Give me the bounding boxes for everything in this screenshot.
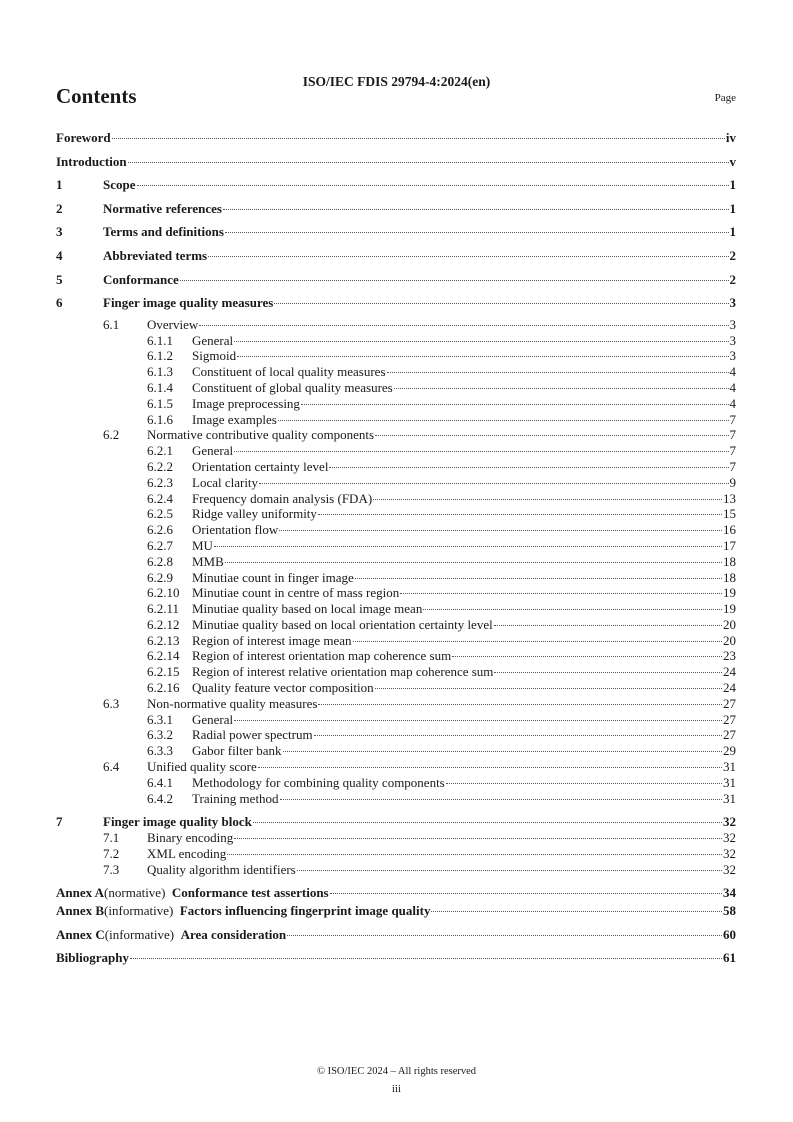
toc-entry[interactable] [56, 885, 736, 901]
dot-leader [375, 435, 728, 436]
entry-title: Local clarity [192, 474, 259, 490]
entry-page: v [729, 153, 736, 169]
dot-leader [400, 593, 722, 594]
toc-entry[interactable] [56, 427, 736, 443]
entry-title: Orientation flow [192, 522, 279, 538]
entry-title: Introduction [56, 153, 127, 169]
entry-title: Constituent of local quality measures [192, 364, 386, 380]
dot-leader [283, 751, 722, 752]
toc-entry[interactable] [56, 585, 736, 601]
entry-title: General [192, 332, 234, 348]
dot-leader [329, 467, 728, 468]
toc-entry[interactable] [56, 554, 736, 570]
entry-number: 6.3 [103, 695, 120, 711]
toc-entry[interactable] [56, 696, 736, 712]
entry-title: Sigmoid [192, 348, 237, 364]
entry-page: 34 [723, 885, 736, 901]
entry-page: 3 [729, 332, 736, 348]
entry-page: 60 [723, 926, 736, 942]
entry-page: 2 [729, 247, 736, 263]
entry-title: Frequency domain analysis (FDA) [192, 490, 373, 506]
page-title: Contents [56, 84, 137, 108]
entry-title: Gabor filter bank [192, 743, 282, 759]
entry-title: Quality algorithm identifiers [147, 861, 296, 877]
entry-number: 7.2 [103, 845, 120, 861]
entry-page: 31 [723, 759, 736, 775]
annex-kind: (informative) [104, 903, 174, 919]
toc-entry[interactable] [56, 901, 736, 925]
entry-title: Normative references [103, 200, 222, 216]
toc-entry[interactable] [56, 633, 736, 649]
toc-entry[interactable] [56, 925, 736, 949]
entry-page: 1 [729, 224, 736, 240]
entry-title: Minutiae count in finger image [192, 569, 354, 585]
dot-leader [234, 451, 728, 452]
dot-leader [494, 625, 722, 626]
dot-leader [225, 562, 722, 563]
toc-entry[interactable] [56, 948, 736, 972]
entry-page: 13 [723, 490, 736, 506]
entry-number: 6.2.11 [147, 601, 180, 617]
toc-entry[interactable] [56, 364, 736, 380]
toc-entry[interactable] [56, 522, 736, 538]
entry-title: Orientation certainty level [192, 458, 329, 474]
entry-title: Ridge valley uniformity [192, 506, 317, 522]
entry-number: 6.2 [103, 427, 120, 443]
entry-number: 4 [56, 247, 63, 263]
entry-number: 6.2.9 [147, 569, 173, 585]
dot-leader [180, 280, 729, 281]
entry-title: Overview [147, 316, 199, 332]
toc-entry[interactable] [56, 380, 736, 396]
dot-leader [375, 688, 722, 689]
toc-entry[interactable] [56, 743, 736, 759]
entry-page: 24 [723, 664, 736, 680]
entry-number: 6.1.1 [147, 332, 173, 348]
entry-number: 6.2.3 [147, 474, 173, 490]
dot-leader [330, 893, 722, 894]
entry-page: 23 [723, 648, 736, 664]
dot-leader [452, 656, 722, 657]
dot-leader [297, 870, 722, 871]
entry-number: 6.4 [103, 759, 120, 775]
dot-leader [128, 162, 729, 163]
entry-title: Normative contributive quality components [147, 427, 375, 443]
entry-number: 6.2.2 [147, 458, 173, 474]
entry-page: 32 [723, 845, 736, 861]
entry-page: 2 [729, 271, 736, 287]
entry-number: 6.2.4 [147, 490, 173, 506]
entry-title: Foreword [56, 130, 111, 145]
dot-leader [225, 232, 729, 233]
entry-title: Finger image quality block [103, 814, 252, 830]
entry-page: 29 [723, 743, 736, 759]
dot-leader [112, 138, 725, 139]
entry-title: Abbreviated terms [103, 247, 208, 263]
entry-title: Finger image quality measures [103, 295, 274, 311]
dot-leader [287, 935, 722, 936]
entry-page: 32 [723, 861, 736, 877]
entry-page: 18 [723, 569, 736, 585]
entry-title: Minutiae count in centre of mass region [192, 585, 400, 601]
dot-leader [278, 420, 729, 421]
entry-page: 32 [723, 830, 736, 846]
toc-entry[interactable] [56, 222, 736, 246]
entry-number: 3 [56, 224, 63, 240]
dot-leader [130, 958, 722, 959]
entry-title: Training method [192, 790, 279, 806]
entry-number: 6.2.12 [147, 616, 180, 632]
dot-leader [318, 704, 722, 705]
entry-number: 6.2.15 [147, 664, 180, 680]
entry-title: Image preprocessing [192, 395, 300, 411]
entry-title: Image examples [192, 411, 277, 427]
dot-leader [137, 185, 729, 186]
entry-number: 6.3.3 [147, 743, 173, 759]
entry-page: 27 [723, 711, 736, 727]
document-header: ISO/IEC FDIS 29794-4:2024(en) [302, 74, 491, 89]
entry-number: 6.2.14 [147, 648, 180, 664]
entry-number: 6.3.1 [147, 711, 173, 727]
toc-entry[interactable] [56, 128, 736, 152]
dot-leader [301, 404, 729, 405]
entry-number: 6.2.10 [147, 585, 180, 601]
entry-page: 31 [723, 774, 736, 790]
entry-page: 58 [723, 903, 736, 919]
entry-page: 32 [723, 814, 736, 830]
entry-title: Bibliography [56, 950, 129, 966]
toc-entry[interactable] [56, 830, 736, 846]
dot-leader [387, 372, 729, 373]
entry-number: 6.2.8 [147, 553, 173, 569]
entry-page: 61 [723, 950, 736, 966]
entry-page: 4 [729, 395, 736, 411]
toc-entry[interactable] [56, 601, 736, 617]
entry-number: 7 [56, 814, 63, 830]
toc-entry[interactable] [56, 293, 736, 317]
entry-number: 7.1 [103, 830, 120, 846]
toc-entry[interactable] [56, 570, 736, 586]
dot-leader [259, 483, 728, 484]
annex-label: Annex A [56, 885, 105, 901]
entry-page: 16 [723, 522, 736, 538]
entry-title: Region of interest image mean [192, 632, 352, 648]
entry-page: 20 [723, 616, 736, 632]
dot-leader [274, 303, 728, 304]
entry-number: 6.2.6 [147, 522, 173, 538]
entry-number: 6.1.3 [147, 364, 173, 380]
entry-title: Region of interest orientation map coherence sum [192, 648, 452, 664]
entry-page: 20 [723, 632, 736, 648]
entry-title: Methodology for combining quality components [192, 774, 445, 790]
annex-kind: (normative) [104, 885, 166, 901]
entry-page: 17 [723, 537, 736, 553]
entry-title: Radial power spectrum [192, 727, 313, 743]
table-of-contents [56, 128, 736, 972]
entry-title: MU [192, 537, 213, 553]
entry-number: 1 [56, 177, 63, 193]
entry-number: 6.2.5 [147, 506, 173, 522]
dot-leader [373, 499, 722, 500]
toc-entry[interactable] [56, 814, 736, 830]
entry-title: General [192, 443, 234, 459]
toc-entry[interactable] [56, 775, 736, 791]
entry-page: 7 [729, 458, 736, 474]
toc-entry[interactable] [56, 617, 736, 633]
entry-number: 5 [56, 271, 63, 287]
entry-title: MMB [192, 553, 224, 569]
toc-entry[interactable] [56, 443, 736, 459]
entry-page: 24 [723, 680, 736, 696]
entry-number: 6.3.2 [147, 727, 173, 743]
annex-label: Annex C [56, 926, 105, 942]
entry-number: 6.4.2 [147, 790, 173, 806]
toc-entry[interactable] [56, 791, 736, 807]
entry-page: 27 [723, 695, 736, 711]
entry-number: 6.1.5 [147, 395, 173, 411]
entry-number: 6 [56, 295, 63, 311]
entry-page: 19 [723, 585, 736, 601]
annex-kind: (informative) [104, 926, 175, 942]
page-column-label: Page [714, 92, 736, 104]
toc-entry[interactable] [56, 491, 736, 507]
toc-entry[interactable] [56, 680, 736, 696]
entry-number: 6.1 [103, 316, 120, 332]
dot-leader [280, 799, 722, 800]
page-number: iii [391, 1083, 402, 1095]
toc-entry[interactable] [56, 246, 736, 270]
entry-title: Area consideration [180, 926, 287, 942]
entry-title: Quality feature vector composition [192, 680, 374, 696]
entry-number: 2 [56, 200, 63, 216]
dot-leader [214, 546, 722, 547]
dot-leader [227, 854, 722, 855]
toc-entry[interactable] [56, 759, 736, 775]
toc-entry[interactable] [56, 648, 736, 664]
entry-title: Binary encoding [147, 830, 234, 846]
entry-page: 18 [723, 553, 736, 569]
toc-entry[interactable] [56, 506, 736, 522]
entry-number: 6.1.4 [147, 379, 173, 395]
dot-leader [234, 838, 722, 839]
dot-leader [446, 783, 722, 784]
dot-leader [279, 530, 722, 531]
entry-page: 1 [729, 177, 736, 193]
toc-entry[interactable] [56, 459, 736, 475]
entry-title: Terms and definitions [103, 224, 224, 240]
dot-leader [253, 822, 722, 823]
entry-page: 3 [729, 348, 736, 364]
entry-title: Conformance [103, 271, 179, 287]
annex-label: Annex B [56, 903, 105, 919]
toc-entry[interactable] [56, 348, 736, 364]
entry-page: 31 [723, 790, 736, 806]
toc-entry[interactable] [56, 846, 736, 862]
entry-page: 9 [729, 474, 736, 490]
entry-page: 4 [729, 379, 736, 395]
entry-title: Constituent of global quality measures [192, 379, 393, 395]
toc-entry[interactable] [56, 317, 736, 333]
toc-entry[interactable] [56, 175, 736, 199]
entry-title: Non-normative quality measures [147, 695, 318, 711]
dot-leader [223, 209, 729, 210]
dot-leader [258, 767, 722, 768]
entry-title: Minutiae quality based on local orientation certainty level [192, 616, 493, 632]
entry-number: 6.2.13 [147, 632, 180, 648]
entry-page: 1 [729, 200, 736, 216]
entry-page: 27 [723, 727, 736, 743]
entry-number: 6.1.2 [147, 348, 173, 364]
toc-entry[interactable] [56, 538, 736, 554]
dot-leader [394, 388, 729, 389]
entry-page: 3 [729, 295, 736, 311]
dot-leader [199, 325, 728, 326]
dot-leader [208, 256, 728, 257]
entry-page: 7 [729, 427, 736, 443]
entry-number: 7.3 [103, 861, 120, 877]
toc-entry[interactable] [56, 396, 736, 412]
dot-leader [234, 720, 722, 721]
toc-entry[interactable] [56, 862, 736, 878]
entry-title: General [192, 711, 234, 727]
dot-leader [431, 911, 722, 912]
dot-leader [494, 672, 722, 673]
entry-number: 6.1.6 [147, 411, 173, 427]
entry-page: iv [725, 130, 736, 145]
entry-page: 4 [729, 364, 736, 380]
copyright-footer: © ISO/IEC 2024 – All rights reserved [316, 1066, 477, 1077]
entry-page: 7 [729, 411, 736, 427]
entry-page: 7 [729, 443, 736, 459]
toc-entry[interactable] [56, 270, 736, 294]
entry-page: 3 [729, 316, 736, 332]
dot-leader [353, 641, 722, 642]
entry-number: 6.2.1 [147, 443, 173, 459]
toc-entry[interactable] [56, 712, 736, 728]
toc-entry[interactable] [56, 664, 736, 680]
toc-entry[interactable] [56, 199, 736, 223]
dot-leader [355, 578, 722, 579]
toc-entry[interactable] [56, 412, 736, 428]
entry-title: Scope [103, 177, 136, 193]
entry-number: 6.2.7 [147, 537, 173, 553]
entry-title: Region of interest relative orientation map coherence sum [192, 664, 494, 680]
dot-leader [234, 341, 728, 342]
entry-title: Unified quality score [147, 759, 257, 775]
dot-leader [314, 735, 722, 736]
entry-page: 19 [723, 601, 736, 617]
dot-leader [237, 356, 728, 357]
toc-entry[interactable] [56, 333, 736, 349]
entry-number: 6.2.16 [147, 680, 180, 696]
dot-leader [318, 514, 722, 515]
toc-entry[interactable] [56, 727, 736, 743]
entry-title: Factors influencing fingerprint image quality [179, 903, 431, 919]
entry-title: Conformance test assertions [171, 885, 329, 901]
dot-leader [423, 609, 722, 610]
entry-title: Minutiae quality based on local image mean [192, 601, 423, 617]
entry-number: 6.4.1 [147, 774, 173, 790]
toc-entry[interactable] [56, 152, 736, 176]
entry-page: 15 [723, 506, 736, 522]
toc-entry[interactable] [56, 475, 736, 491]
entry-title: XML encoding [147, 845, 227, 861]
